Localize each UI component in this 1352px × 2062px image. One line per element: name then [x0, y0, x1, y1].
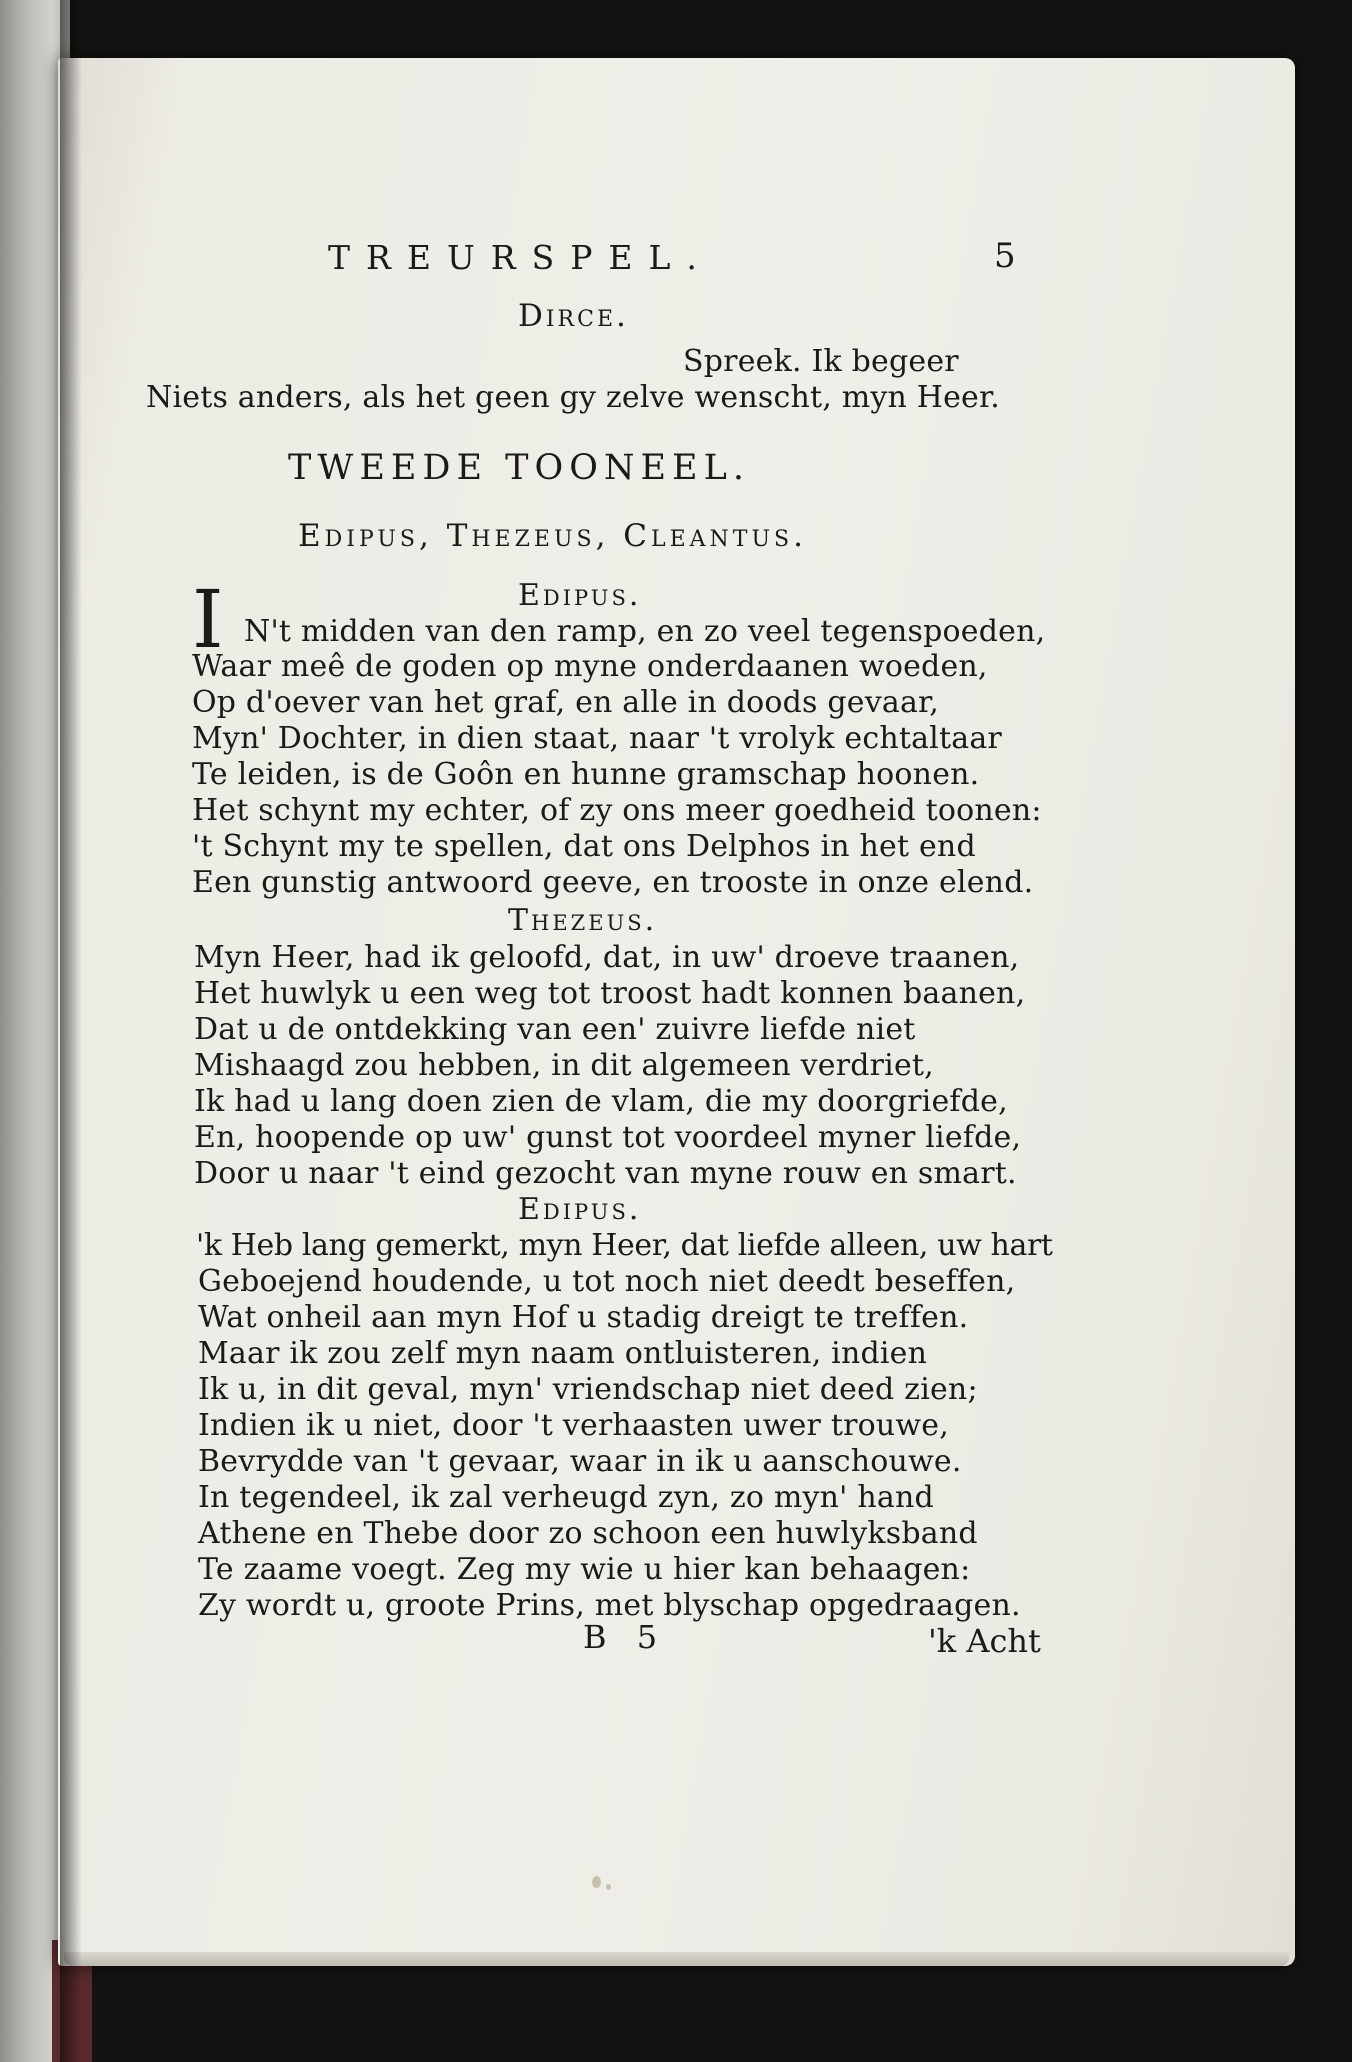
gutter-shadow — [60, 0, 82, 2062]
scene-title: TWEEDE TOONEEL. — [288, 448, 750, 488]
edipus-line-5: Te leiden, is de Goôn en hunne gramschap hoonen. — [192, 757, 980, 792]
thezeus-line-6: En, hoopende op uw' gunst tot voordeel myner liefde, — [194, 1120, 1022, 1155]
thezeus-line-4: Mishaagd zou hebben, in dit algemeen verdriet, — [194, 1048, 934, 1083]
page-number: 5 — [994, 236, 1016, 276]
speaker-dirce: Dirce. — [518, 298, 629, 334]
speaker-edipus-1: Edipus. — [518, 578, 642, 613]
running-head: TREURSPEL. — [328, 238, 713, 277]
edipus-line-8: Een gunstig antwoord geeve, en trooste in onze elend. — [192, 865, 1034, 900]
edipus-line-2: Waar meê de goden op myne onderdaanen woeden, — [192, 649, 988, 684]
edipus-line-4: Myn' Dochter, in dien staat, naar 't vrolyk echtaltaar — [192, 721, 1002, 756]
edipus2-line-7: Bevrydde van 't gevaar, waar in ik u aanschouwe. — [198, 1444, 962, 1479]
speaker-edipus-2: Edipus. — [518, 1192, 642, 1227]
edipus2-line-3: Wat onheil aan myn Hof u stadig dreigt te treffen. — [198, 1300, 969, 1335]
edipus2-line-11: Zy wordt u, groote Prins, met blyschap opgedraagen. — [198, 1588, 1021, 1623]
edipus-line-6: Het schynt my echter, of zy ons meer goedheid toonen: — [192, 793, 1042, 828]
edipus2-line-5: Ik u, in dit geval, myn' vriendschap niet deed zien; — [198, 1372, 978, 1407]
drop-cap: I — [192, 573, 224, 666]
dirce-line-2: Niets anders, als het geen gy zelve wenscht, myn Heer. — [146, 380, 1000, 415]
thezeus-line-3: Dat u de ontdekking van een' zuivre liefde niet — [194, 1012, 916, 1047]
signature-mark: B 5 — [583, 1618, 668, 1656]
page-text — [58, 58, 1295, 1966]
edipus2-line-6: Indien ik u niet, door 't verhaasten uwer trouwe, — [198, 1408, 949, 1443]
edipus2-line-4: Maar ik zou zelf myn naam ontluisteren, indien — [198, 1336, 928, 1371]
paper-spot — [606, 1884, 611, 1890]
speaker-thezeus: Thezeus. — [508, 903, 658, 938]
edipus2-line-8: In tegendeel, ik zal verheugd zyn, zo myn' hand — [198, 1480, 934, 1515]
thezeus-line-7: Door u naar 't eind gezocht van myne rouw en smart. — [194, 1156, 1017, 1191]
page-stack-edge — [64, 1952, 1289, 1966]
thezeus-line-5: Ik had u lang doen zien de vlam, die my doorgriefde, — [194, 1084, 1008, 1119]
book-page — [58, 58, 1295, 1966]
edipus2-line-9: Athene en Thebe door zo schoon een huwlyksband — [198, 1516, 978, 1551]
thezeus-line-1: Myn Heer, had ik geloofd, dat, in uw' droeve traanen, — [194, 940, 1020, 975]
edipus2-line-1: 'k Heb lang gemerkt, myn Heer, dat liefde alleen, uw hart — [196, 1228, 1053, 1263]
edipus-line-3: Op d'oever van het graf, en alle in doods gevaar, — [192, 685, 940, 720]
catchword: 'k Acht — [928, 1622, 1041, 1660]
edipus2-line-2: Geboejend houdende, u tot noch niet deedt beseffen, — [198, 1264, 1016, 1299]
dirce-line-1: Spreek. Ik begeer — [683, 344, 959, 379]
edipus2-line-10: Te zaame voegt. Zeg my wie u hier kan behaagen: — [198, 1552, 971, 1587]
thezeus-line-2: Het huwlyk u een weg tot troost hadt konnen baanen, — [194, 976, 1026, 1011]
edipus-line-7: 't Schynt my te spellen, dat ons Delphos in het end — [192, 829, 976, 864]
paper-spot — [592, 1876, 601, 1888]
character-list: Edipus, Thezeus, Cleantus. — [298, 518, 807, 554]
edipus-line-1: N't midden van den ramp, en zo veel tegenspoeden, — [244, 614, 1046, 649]
